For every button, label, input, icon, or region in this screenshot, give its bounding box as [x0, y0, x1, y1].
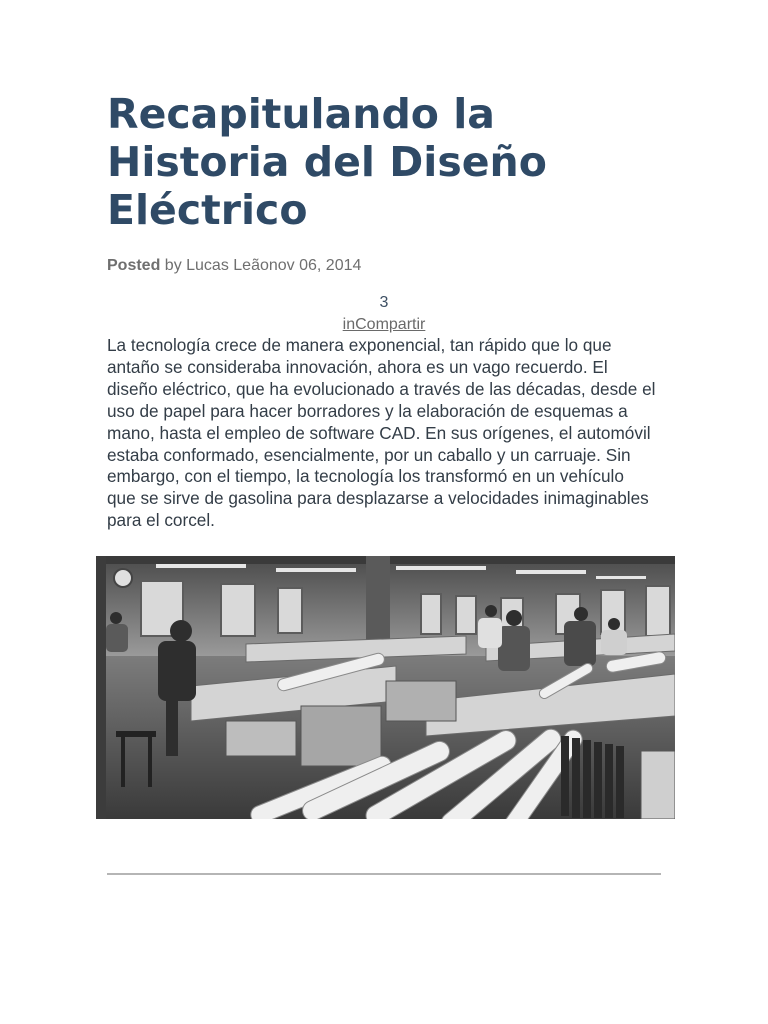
drafting-room-photo	[96, 556, 675, 819]
share-widget	[107, 292, 661, 336]
byline-author-date: by Lucas Leãonov 06, 2014	[160, 257, 362, 274]
article-body: La tecnología crece de manera exponencial, tan rápido que lo que antaño se consideraba innovación, ahora es un vago recuerdo. El diseño eléctrico, que ha evolucionado a través de las décadas, desde el uso de papel para hacer borradores y la elaboración de esquemas a mano, hasta el empleo de software CAD. En sus orígenes, el automóvil estaba conformado, esencialmente, por un caballo y un carruaje. Sin embargo, con el tiempo, la tecnología los transformó en un vehículo que se sirve de gasolina para desplazarse a velocidades inimaginables para el corcel.	[107, 335, 656, 531]
article-byline	[107, 257, 361, 275]
posted-label: Posted	[107, 257, 161, 274]
article-title: Recapitulando la Historia del Diseño Eléctrico	[107, 90, 547, 234]
section-divider	[107, 873, 661, 875]
share-count: 3	[379, 294, 389, 311]
linkedin-share-link[interactable]: inCompartir	[342, 316, 426, 333]
